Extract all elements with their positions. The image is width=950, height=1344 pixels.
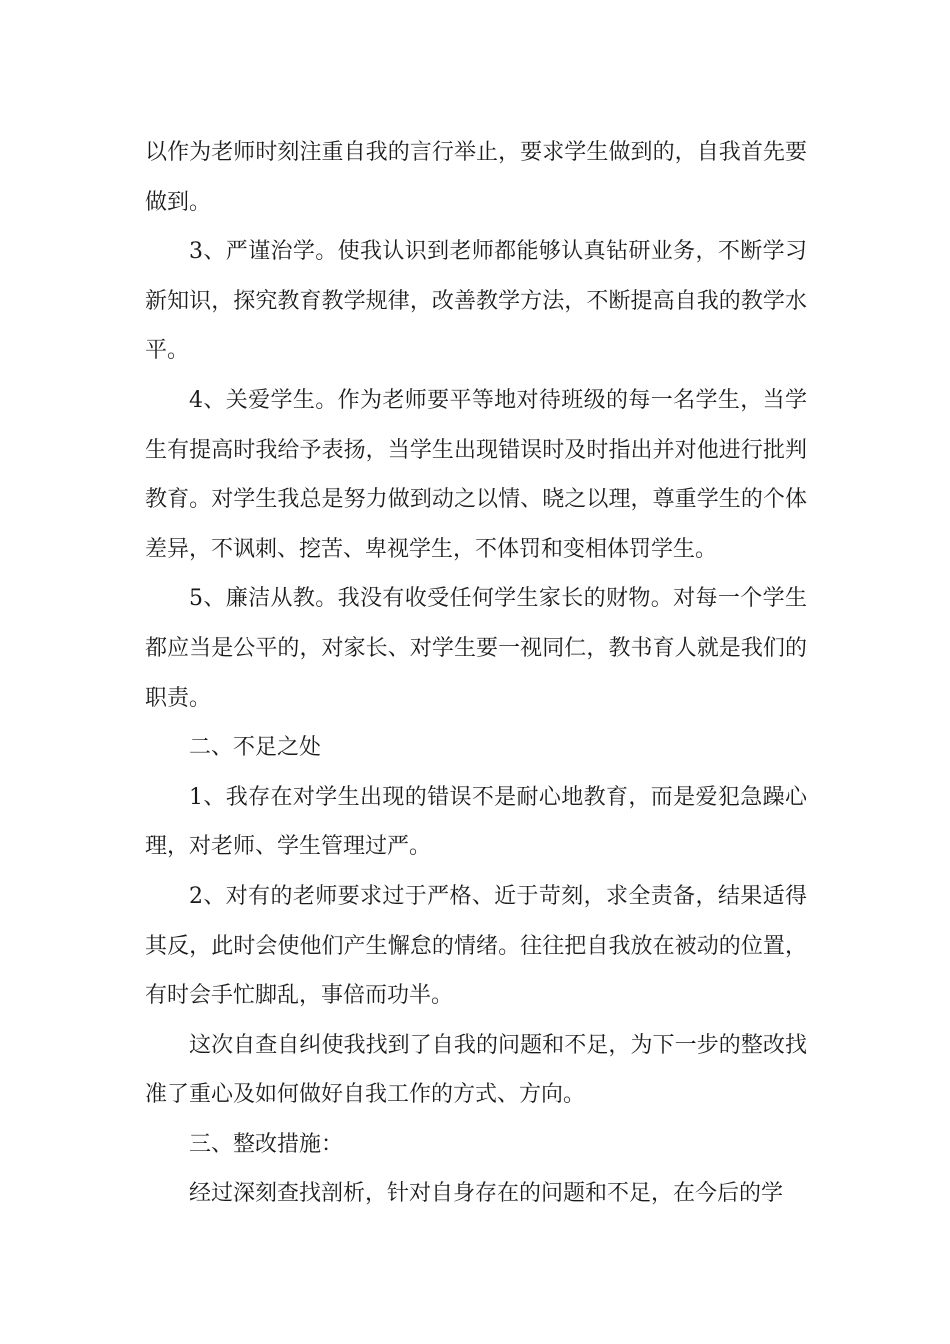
paragraph-shortcoming-1: 1、我存在对学生出现的错误不是耐心地教育，而是爱犯急躁心理，对老师、学生管理过严。 xyxy=(145,784,807,860)
paragraph-measures-intro: 经过深刻查找剖析，针对自身存在的问题和不足，在今后的学 xyxy=(189,1181,784,1207)
paragraph-continuation: 以作为老师时刻注重自我的言行举止，要求学生做到的，自我首先要做到。 xyxy=(145,140,807,215)
section-heading-measures: 三、整改措施： xyxy=(189,1131,344,1157)
paragraph-shortcoming-2: 2、对有的老师要求过于严格、近于苛刻，求全责备，结果适得其反，此时会使他们产生懈怠的情绪。往往把自我放在被动的位置，有时会手忙脚乱，事倍而功半。 xyxy=(145,883,807,1009)
document-body xyxy=(145,128,807,1219)
paragraph-item-4: 4、关爱学生。作为老师要平等地对待班级的每一名学生，当学生有提高时我给予表扬，当学生出现错误时及时指出并对他进行批判教育。对学生我总是努力做到动之以情、晓之以理，尊重学生的个体差异，不讽刺、挖苦、卑视学生，不体罚和变相体罚学生。 xyxy=(145,387,807,562)
section-heading-shortcomings: 二、不足之处 xyxy=(189,735,322,761)
paragraph-item-5: 5、廉洁从教。我没有收受任何学生家长的财物。对每一个学生都应当是公平的，对家长、对学生要一视同仁，教书育人就是我们的职责。 xyxy=(145,586,807,711)
paragraph-item-3: 3、严谨治学。使我认识到老师都能够认真钻研业务，不断学习新知识，探究教育教学规律，改善教学方法，不断提高自我的教学水平。 xyxy=(145,239,807,364)
paragraph-summary: 这次自查自纠使我找到了自我的问题和不足，为下一步的整改找准了重心及如何做好自我工作的方式、方向。 xyxy=(145,1032,807,1108)
